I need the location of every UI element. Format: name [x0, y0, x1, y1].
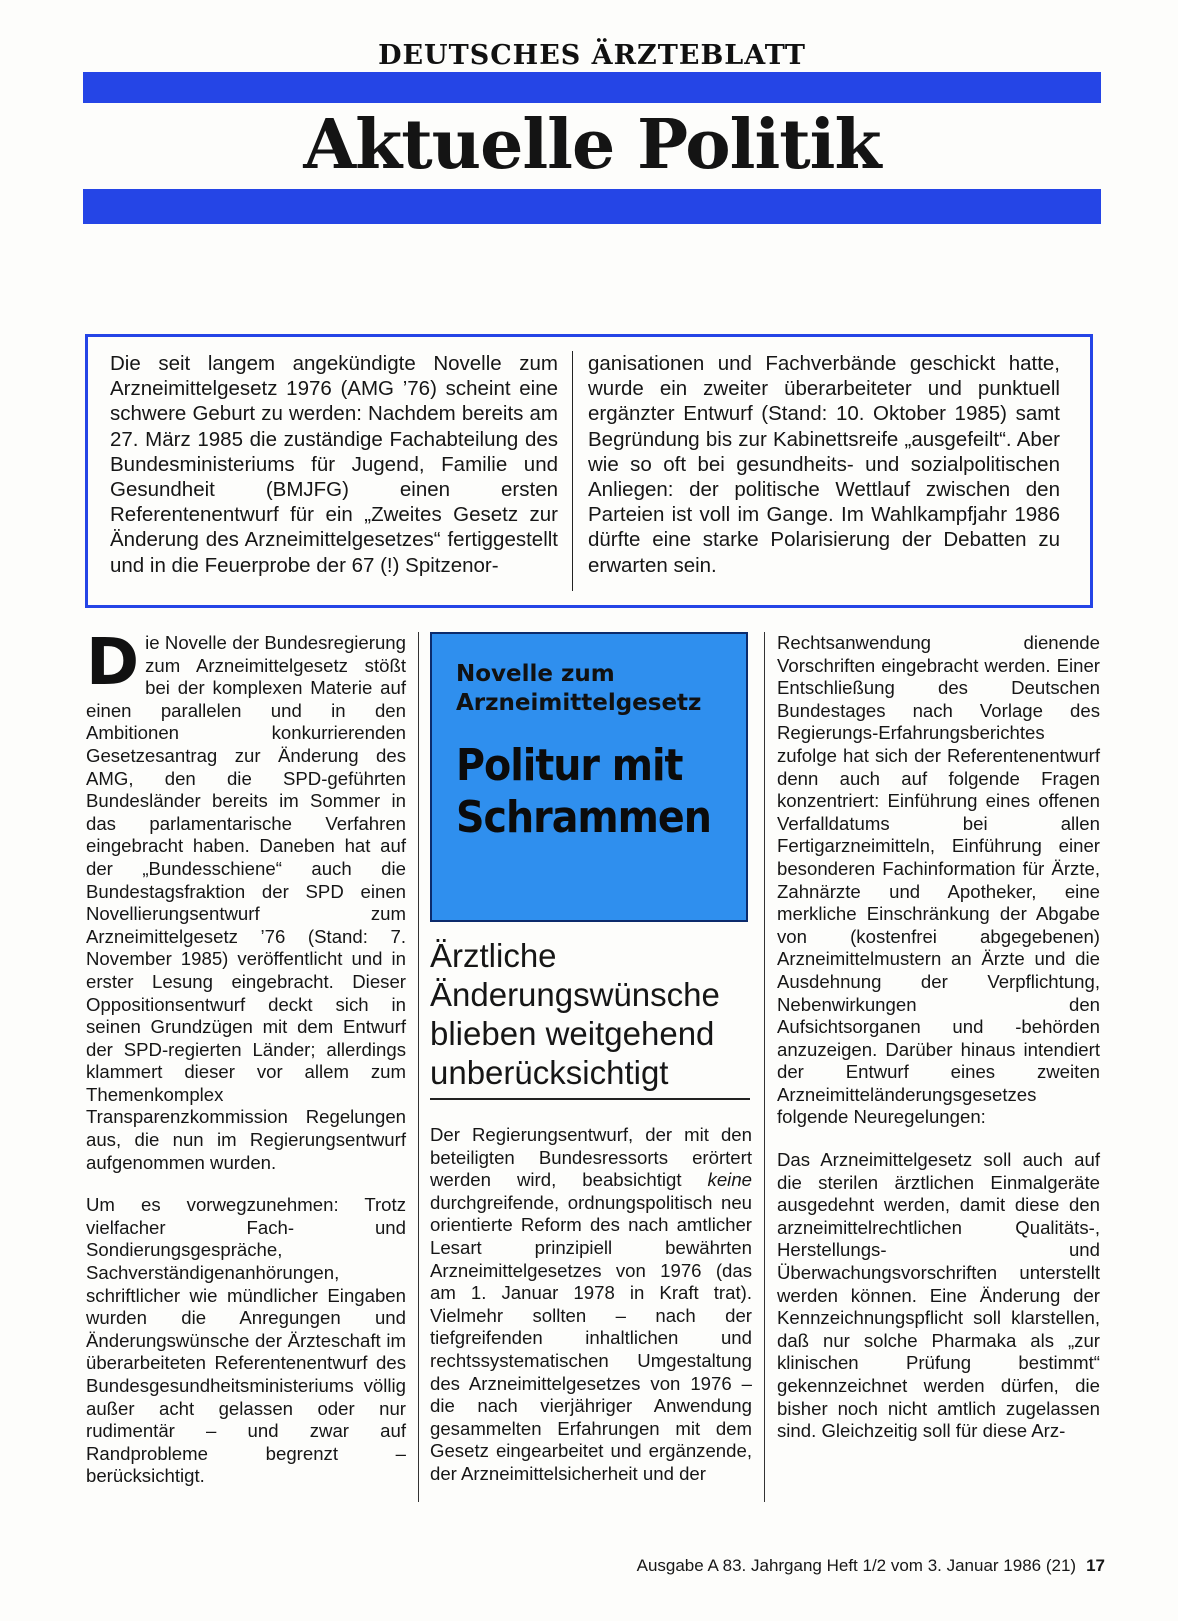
article-paragraph [430, 1124, 752, 1486]
issue-info: Ausgabe A 83. Jahrgang Heft 1/2 vom 3. Januar 1986 (21) [636, 1556, 1077, 1575]
lower-blue-bar [83, 189, 1101, 224]
column-rule-1 [418, 632, 419, 1502]
article-column-2 [430, 1124, 752, 1506]
article-paragraph [86, 626, 406, 1174]
column-rule-2 [764, 632, 765, 1502]
drop-cap: D [86, 626, 140, 700]
article-column-3 [777, 632, 1100, 1463]
feature-subheadline: Ärztliche Änderungswünsche blieben weitgehend unberücksichtigt [430, 937, 720, 1091]
lead-divider [572, 351, 573, 591]
page-number: 17 [1086, 1556, 1105, 1575]
paragraph-text: ie Novelle der Bundesregierung zum Arzneimittelgesetz stößt bei der komplexen Materie auf einen parallelen und in den Ambitionen konkurrierenden Gesetzesantrag zur Änderung des AMG, den die SPD-geführten Bundesländer bereits im Sommer in das parlamentarische Verfahren eingebracht haben. Daneben hat auf der „Bundesschiene“ auch die Bundestagsfraktion der SPD einen Novellierungsentwurf zum Arzneimittelgesetz ’76 (Stand: 7. November 1985) veröffentlicht und in erster Lesung eingebracht. Dieser Oppositionsentwurf deckt sich in seinen Grundzügen mit dem Entwurf der SPD-regierten Länder; allerdings klammert dieser vor allem zum Themenkomplex Transparenzkommission Regelungen aus, die nun im Regierungsentwurf aufgenommen wurden. [86, 632, 406, 1173]
lead-text-right: ganisationen und Fachverbände geschickt hatte, wurde ein zweiter überarbeiteter und punktuell ergänzter Entwurf (Stand: 10. Oktober 1985) samt Begründung bis zur Kabinettsreife „ausgefeilt“. Aber wie so oft bei gesundheits- und sozialpolitischen Anliegen: der politische Wettlauf zwischen den Parteien ist voll im Gange. Im Wahlkampfjahr 1986 dürfte eine starke Polarisierung der Debatten zu erwarten sein. [588, 352, 1060, 577]
emphasis-text: keine [707, 1169, 752, 1191]
article-paragraph: Das Arzneimittelgesetz soll auch auf die sterilen ärztlichen Einmalgeräte ausgedehnt werden, damit diese den arzneimittelrechtlichen Qualitäts-, Herstellungs- und Überwachungsvorschriften unterstellt werden können. Eine Änderung der Kennzeichnungspflicht soll klarstellen, daß nur solche Pharmaka als „zur klinischen Prüfung bestimmt“ gekennzeichnet werden dürfen, die bisher noch nicht amtlich zugelassen sind. Gleichzeitig soll für diese Arz- [777, 1149, 1100, 1442]
feature-headline: Politur mit Schrammen [456, 740, 711, 843]
feature-kicker: Novelle zum Arzneimittelgesetz [456, 661, 702, 716]
subheadline-rule [430, 1098, 750, 1100]
page-footer [540, 1556, 1105, 1576]
article-paragraph: Rechtsanwendung dienende Vorschriften eingebracht werden. Einer Entschließung des Deutschen Bundestages nach Vorlage des Regierungs-Erfahrungsberichtes zufolge hat sich der Referentenentwurf denn auch auf folgende Fragen konzentriert: Einführung eines offenen Verfalldatums bei allen Fertigarzneimitteln, Einführung einer besonderen Fachinformation für Ärzte, Zahnärzte und Apotheker, eine merkliche Einschränkung der Abgabe von (kostenfrei abgegebenen) Arzneimittelmustern an Ärzte und die Ausdehnung der Verpflichtung, Nebenwirkungen den Aufsichtsorganen und -behörden anzuzeigen. Darüber hinaus intendiert der Entwurf eines zweiten Arzneimitteländerungsgesetzes folgende Neuregelungen: [777, 632, 1100, 1128]
section-title: Aktuelle Politik [303, 105, 881, 185]
article-paragraph: Um es vorwegzunehmen: Trotz vielfacher Fach- und Sondierungsgespräche, Sachverständigenanhörungen, schriftlicher wie mündlicher Eingaben wurden die Anregungen und Änderungswünsche der Ärzteschaft im überarbeiteten Referentenentwurf des Bundesgesundheitsministeriums völlig außer acht gelassen oder nur rudimentär – und zwar auf Randprobleme begrenzt – berücksichtigt. [86, 1194, 406, 1487]
paragraph-text: durchgreifende, ordnungspolitisch neu orientierte Reform des nach amtlicher Lesart prinzipiell bewährten Arzneimittelgesetzes von 1976 (das am 1. Januar 1978 in Kraft trat). Vielmehr sollten – nach der tiefgreifenden inhaltlichen und rechtssystematischen Umgestaltung des Arzneimittelgesetzes von 1976 – die nach vierjähriger Anwendung gesammelten Erfahrungen mit dem Gesetz eingearbeitet und ergänzende, der Arzneimittelsicherheit und der [430, 1191, 752, 1484]
lead-box [85, 334, 1093, 608]
feature-box [430, 632, 748, 922]
article-column-1 [86, 626, 406, 1508]
masthead: DEUTSCHES ÄRZTEBLATT [378, 40, 806, 71]
paragraph-text: Der Regierungsentwurf, der mit den beteiligten Bundesressorts erörtert werden wird, beabsichtigt [430, 1124, 752, 1191]
lead-text-left: Die seit langem angekündigte Novelle zum Arzneimittelgesetz 1976 (AMG ’76) scheint eine schwere Geburt zu werden: Nachdem bereits am 27. März 1985 die zuständige Fachabteilung des Bundesministeriums für Jugend, Familie und Gesundheit (BMJFG) einen ersten Referentenentwurf für ein „Zweites Gesetz zur Änderung des Arzneimittelgesetzes“ fertiggestellt und in die Feuerprobe der 67 (!) Spitzenor- [110, 352, 558, 577]
top-blue-bar [83, 72, 1101, 103]
